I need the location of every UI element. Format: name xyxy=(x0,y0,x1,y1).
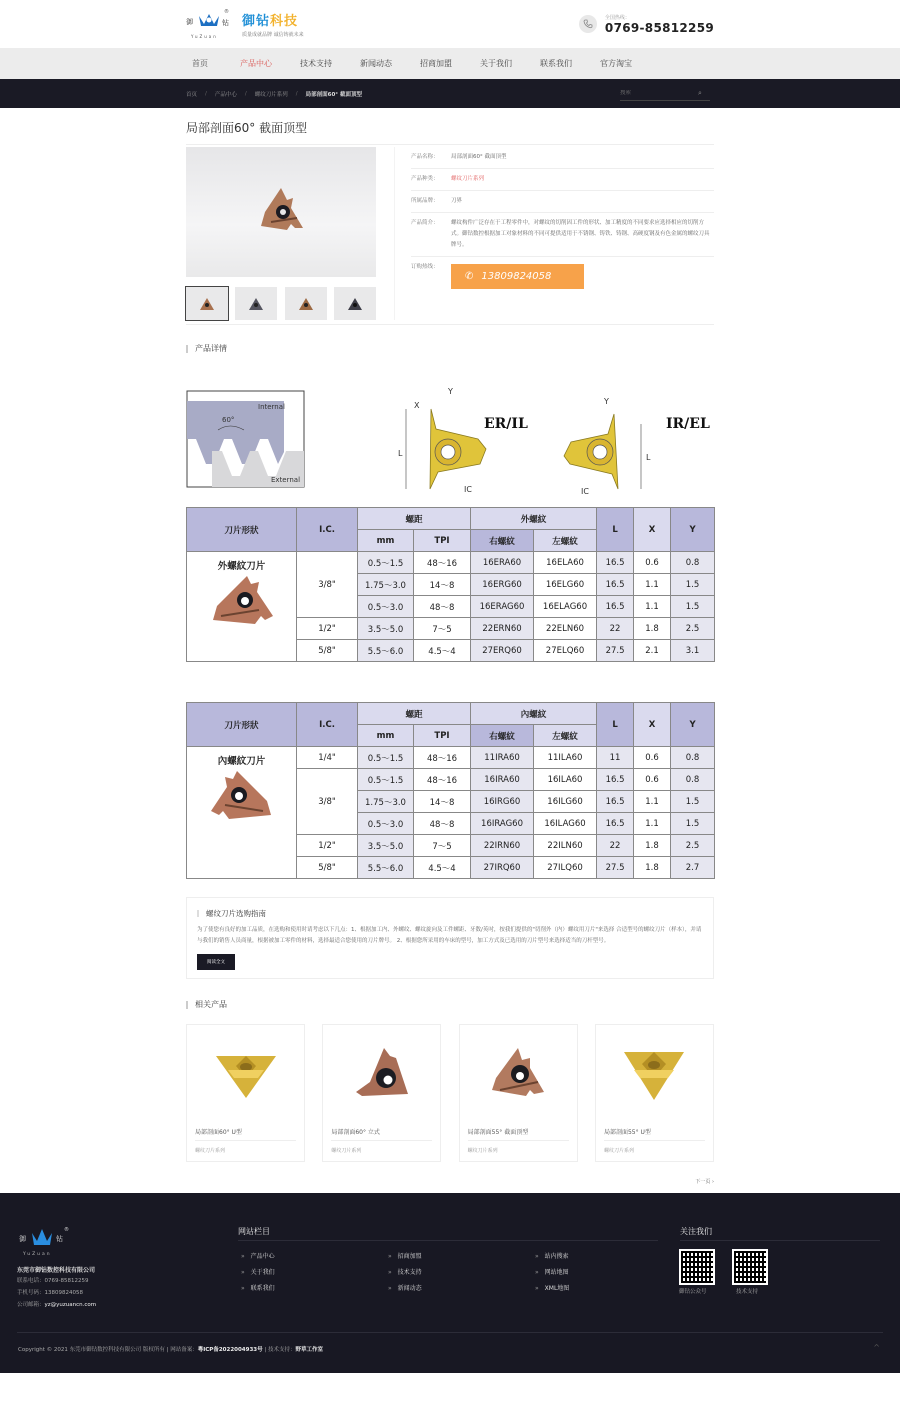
double-chevron-icon: » xyxy=(241,1269,245,1276)
svg-text:®: ® xyxy=(64,1227,69,1233)
hotline-label: 全国热线： xyxy=(604,14,630,21)
hotline-number: 0769-85812259 xyxy=(604,20,714,35)
cell-l: 27.5 xyxy=(597,857,634,879)
cell-mm: 0.5～1.5 xyxy=(358,552,414,574)
cell-l: 27.5 xyxy=(597,640,634,662)
ic-cell: 5/8" xyxy=(297,857,358,879)
product-gallery xyxy=(186,147,376,320)
section-marker xyxy=(186,345,188,353)
footer-link[interactable] xyxy=(535,1267,569,1276)
cell-tpi: 4.5～4 xyxy=(414,857,471,879)
table-row xyxy=(187,747,715,769)
header-ic: I.C. xyxy=(297,508,358,552)
related-product-name[interactable]: 局部剖面60° U型 xyxy=(195,1127,296,1141)
cell-x: 1.1 xyxy=(634,596,671,618)
cell-x: 0.6 xyxy=(634,552,671,574)
nav-item-tech-support[interactable]: 技术支持 xyxy=(300,59,332,68)
hotline xyxy=(579,14,714,35)
cell-tpi: 7～5 xyxy=(414,835,471,857)
cell-y: 3.1 xyxy=(671,640,715,662)
double-chevron-icon: » xyxy=(388,1285,392,1292)
thumbnail[interactable] xyxy=(334,287,376,320)
cell-l: 11 xyxy=(597,747,634,769)
breadcrumb-separator: / xyxy=(295,90,298,97)
svg-text:Y: Y xyxy=(604,397,609,406)
icp-link[interactable]: 粤ICP备2022004933号 xyxy=(197,1347,263,1353)
cell-x: 1.1 xyxy=(634,791,671,813)
cell-right: 27IRQ60 xyxy=(471,857,534,879)
cell-x: 1.8 xyxy=(634,835,671,857)
gold-insert-icon xyxy=(214,1048,278,1100)
product-thumbnail[interactable] xyxy=(195,1033,296,1115)
order-phone-button[interactable] xyxy=(451,264,584,289)
header-pitch: 螺距 xyxy=(358,703,471,725)
field-product-brand xyxy=(411,191,714,213)
main-content xyxy=(186,119,714,1185)
footer-label: 联系电话： xyxy=(17,1278,45,1284)
nav-item-taobao[interactable]: 官方淘宝 xyxy=(600,59,632,68)
cell-left: 16ELAG60 xyxy=(534,596,597,618)
svg-text:钻: 钻 xyxy=(56,1235,63,1243)
svg-text:IC: IC xyxy=(464,485,472,494)
related-product-category: 螺纹刀片系列 xyxy=(195,1148,226,1154)
cell-tpi: 7～5 xyxy=(414,618,471,640)
header-left: 左螺紋 xyxy=(534,725,597,747)
header-right: 右螺紋 xyxy=(471,725,534,747)
cell-y: 0.8 xyxy=(671,769,715,791)
cell-x: 2.1 xyxy=(634,640,671,662)
internal-thread-spec-table xyxy=(186,702,715,879)
footer-logo xyxy=(18,1223,73,1263)
svg-text:Internal: Internal xyxy=(258,403,285,411)
svg-text:X: X xyxy=(414,401,420,410)
cell-l: 22 xyxy=(597,835,634,857)
cell-tpi: 48～16 xyxy=(414,769,471,791)
field-label: 产品种类： xyxy=(411,176,439,182)
footer-link-label: 招商加盟 xyxy=(397,1253,422,1260)
header-right: 右螺紋 xyxy=(471,530,534,552)
footer-email xyxy=(17,1300,96,1308)
footer-company-name: 东莞市御钻数控科技有限公司 xyxy=(17,1267,96,1274)
cell-mm: 3.5～5.0 xyxy=(358,835,414,857)
cell-l: 16.5 xyxy=(597,596,634,618)
copyright-text: | 技术支持： xyxy=(262,1347,296,1353)
footer-columns-title: 网站栏目 xyxy=(238,1227,270,1236)
svg-text:External: External xyxy=(271,476,301,484)
field-product-category xyxy=(411,169,714,191)
cell-left: 27ELQ60 xyxy=(534,640,597,662)
footer-link[interactable] xyxy=(388,1283,422,1292)
footer-phone xyxy=(17,1276,89,1284)
brand-part2: 科技 xyxy=(270,14,299,29)
section-title-text: 产品详情 xyxy=(195,344,227,353)
cell-right: 11IRA60 xyxy=(471,747,534,769)
cell-tpi: 48～8 xyxy=(414,813,471,835)
footer-value: 0769-85812259 xyxy=(44,1278,89,1284)
nav-item-contact[interactable]: 联系我们 xyxy=(540,59,572,68)
header-y: Y xyxy=(671,508,715,552)
search-box xyxy=(620,87,710,101)
read-more-button[interactable]: 阅读全文 xyxy=(197,954,235,970)
header-x: X xyxy=(634,508,671,552)
footer-label: 手机号码： xyxy=(17,1290,45,1296)
cell-y: 1.5 xyxy=(671,596,715,618)
header-tpi: TPI xyxy=(414,530,471,552)
guide-text: 为了使您有良好的加工品质，在选购和使用时请考虑以下几点：1、根据加工内、外螺纹、螺纹旋向及工件螺距、牙数/英吋，按我们提供的"切削外（内）螺纹用刀片"来选择 合适型号的螺纹刀片（样本），并请与我们的销售人员商量，根据被加工零件的材料，选择最适合您使用的刀片牌号。 2、根据您所采用的车床的型号，加工方式及已选用的刀片型号来选择适当的刀杆型号。 xyxy=(197,927,702,944)
header-l: L xyxy=(597,508,634,552)
cell-l: 22 xyxy=(597,618,634,640)
search-input[interactable] xyxy=(620,90,698,96)
header-tpi: TPI xyxy=(414,725,471,747)
section-title-details xyxy=(186,343,714,354)
cell-left: 11ILA60 xyxy=(534,747,597,769)
logo[interactable] xyxy=(186,4,234,44)
cell-mm: 0.5～1.5 xyxy=(358,769,414,791)
ic-cell: 5/8" xyxy=(297,640,358,662)
qr-code-icon xyxy=(681,1251,713,1283)
breadcrumb-products[interactable]: 产品中心 xyxy=(214,91,237,98)
qr-label: 御钻公众号 xyxy=(679,1289,707,1295)
crown-logo-icon xyxy=(18,1223,73,1263)
top-header xyxy=(0,0,900,48)
footer-link[interactable] xyxy=(241,1283,275,1292)
product-title: 局部剖面60° 截面顶型 xyxy=(186,119,714,145)
field-value: 螺纹构件广泛存在于工程零件中，对螺纹的切削因工件的形状、加工精度的不同要求应选择相应的切削方式。御钻数控根据加工对象材料的不同可提供适用于不锈钢、铸铁、铸钢、高硬度钢及有色金属的螺纹刀具牌号。 xyxy=(451,220,710,248)
thread-profile-diagram-icon xyxy=(186,364,714,494)
cell-right: 22ERN60 xyxy=(471,618,534,640)
product-thumbnail[interactable] xyxy=(331,1033,432,1115)
field-order-hotline xyxy=(411,257,714,294)
double-chevron-icon: » xyxy=(241,1285,245,1292)
logo-char: 御 xyxy=(186,18,193,26)
field-value: 刀界 xyxy=(451,198,463,204)
order-phone-number: 13809824058 xyxy=(481,271,552,282)
header-x: X xyxy=(634,703,671,747)
buying-guide xyxy=(186,897,714,979)
footer-link[interactable] xyxy=(388,1251,422,1260)
breadcrumb-bar xyxy=(0,79,900,108)
footer-link-label: 技术支持 xyxy=(397,1269,422,1276)
nav-item-products[interactable]: 产品中心 xyxy=(240,59,272,68)
svg-text:IC: IC xyxy=(581,487,589,494)
nav-item-about[interactable]: 关于我们 xyxy=(480,59,512,68)
product-thumbnail[interactable] xyxy=(468,1033,569,1115)
guide-title-text: 螺纹刀片选购指南 xyxy=(206,909,266,918)
footer-link[interactable] xyxy=(535,1251,569,1260)
footer-link-label: 产品中心 xyxy=(250,1253,275,1260)
double-chevron-icon: » xyxy=(241,1253,245,1260)
external-insert-image-icon xyxy=(207,572,277,634)
cell-y: 2.7 xyxy=(671,857,715,879)
breadcrumb-current: 局部剖面60° 截面顶型 xyxy=(305,91,362,98)
cell-tpi: 14～8 xyxy=(414,791,471,813)
shape-cell xyxy=(187,552,297,662)
cell-tpi: 48～8 xyxy=(414,596,471,618)
footer-divider xyxy=(17,1332,883,1333)
thread-diagram xyxy=(186,364,714,494)
header-ic: I.C. xyxy=(297,703,358,747)
header-pitch: 螺距 xyxy=(358,508,471,530)
product-info xyxy=(394,147,714,320)
cell-right: 16ERAG60 xyxy=(471,596,534,618)
related-product-name[interactable]: 局部剖面55° 截面顶型 xyxy=(468,1127,569,1141)
section-marker xyxy=(186,1001,188,1009)
field-product-intro xyxy=(411,213,714,257)
footer-divider xyxy=(680,1240,880,1241)
cell-y: 0.8 xyxy=(671,552,715,574)
related-product-category: 螺纹刀片系列 xyxy=(331,1148,362,1154)
footer-link-label: XML地图 xyxy=(544,1285,570,1292)
breadcrumb-category[interactable]: 螺纹刀片系列 xyxy=(254,91,288,98)
field-value: 局部剖面60° 截面顶型 xyxy=(451,154,507,160)
qr-label: 技术支持 xyxy=(736,1289,759,1295)
breadcrumb-separator: / xyxy=(244,90,247,97)
phone-icon xyxy=(579,15,597,33)
cell-l: 16.5 xyxy=(597,769,634,791)
search-icon[interactable]: ⌕ xyxy=(698,88,702,97)
phone-icon: ✆ xyxy=(465,271,474,282)
footer-value: 13809824058 xyxy=(44,1290,84,1296)
breadcrumb-home[interactable]: 首页 xyxy=(186,91,198,98)
brand-part1: 御钻 xyxy=(242,14,271,29)
qr-code-wechat xyxy=(679,1249,715,1285)
footer-link[interactable] xyxy=(241,1267,275,1276)
header-mm: mm xyxy=(358,530,414,552)
footer-divider xyxy=(238,1240,658,1241)
back-to-top-icon[interactable]: ^ xyxy=(873,1343,880,1352)
ic-cell: 1/2" xyxy=(297,835,358,857)
footer-link-label: 联系我们 xyxy=(250,1285,275,1292)
related-product-card[interactable] xyxy=(322,1024,441,1162)
cell-l: 16.5 xyxy=(597,791,634,813)
section-marker xyxy=(197,910,199,917)
related-product-card[interactable] xyxy=(459,1024,578,1162)
double-chevron-icon: » xyxy=(388,1269,392,1276)
nav-item-franchise[interactable]: 招商加盟 xyxy=(420,59,452,68)
product-overview xyxy=(186,147,714,325)
cell-y: 2.5 xyxy=(671,835,715,857)
cell-x: 1.8 xyxy=(634,618,671,640)
footer-link-label: 网站地图 xyxy=(544,1269,569,1276)
footer xyxy=(0,1193,900,1373)
header-shape: 刀片形狀 xyxy=(187,703,297,747)
related-product-category: 螺纹刀片系列 xyxy=(467,1148,498,1154)
cell-y: 1.5 xyxy=(671,574,715,596)
svg-text:IR/EL: IR/EL xyxy=(666,416,710,432)
external-thread-spec-table xyxy=(186,507,715,662)
cell-mm: 0.5～3.0 xyxy=(358,813,414,835)
thumbnail-strip xyxy=(186,287,376,320)
field-product-name xyxy=(411,147,714,169)
related-product-card[interactable] xyxy=(595,1024,714,1162)
double-chevron-icon: » xyxy=(535,1269,539,1276)
support-link[interactable]: 野草工作室 xyxy=(295,1347,323,1353)
cell-y: 0.8 xyxy=(671,747,715,769)
footer-link[interactable] xyxy=(388,1267,422,1276)
cell-left: 16ELA60 xyxy=(534,552,597,574)
cell-mm: 5.5～6.0 xyxy=(358,640,414,662)
cell-tpi: 48～16 xyxy=(414,747,471,769)
shape-cell xyxy=(187,747,297,879)
cell-right: 16IRA60 xyxy=(471,769,534,791)
related-product-name[interactable]: 局部剖面55° U型 xyxy=(604,1127,705,1141)
insert-image-icon xyxy=(251,182,311,242)
svg-text:御: 御 xyxy=(19,1235,26,1243)
cell-left: 22ELN60 xyxy=(534,618,597,640)
svg-text:ER/IL: ER/IL xyxy=(484,416,528,432)
footer-link-label: 站内搜索 xyxy=(544,1253,569,1260)
related-product-card[interactable] xyxy=(186,1024,305,1162)
cell-x: 1.1 xyxy=(634,574,671,596)
cell-l: 16.5 xyxy=(597,574,634,596)
cell-left: 16ILA60 xyxy=(534,769,597,791)
ic-cell: 1/2" xyxy=(297,618,358,640)
header-mm: mm xyxy=(358,725,414,747)
internal-insert-image-icon xyxy=(207,767,277,829)
field-label: 产品简介： xyxy=(411,220,439,226)
cell-mm: 1.75～3.0 xyxy=(358,574,414,596)
copyright-text: Copyright © 2021 东莞市御钻数控科技有限公司 版权所有 | 网站备案： xyxy=(18,1347,198,1353)
cell-mm: 0.5～3.0 xyxy=(358,596,414,618)
footer-link-label: 关于我们 xyxy=(250,1269,275,1276)
next-page-link[interactable]: 下一页 › xyxy=(695,1179,714,1185)
footer-mobile xyxy=(17,1288,83,1296)
cell-left: 16ILG60 xyxy=(534,791,597,813)
field-label: 订购热线： xyxy=(411,264,439,270)
field-label: 所属品牌： xyxy=(411,198,439,204)
shape-label: 外螺紋刀片 xyxy=(217,561,266,572)
footer-link[interactable] xyxy=(535,1283,569,1292)
related-product-name[interactable]: 局部剖面60° 立式 xyxy=(331,1127,432,1141)
header-l: L xyxy=(597,703,634,747)
cell-mm: 0.5～1.5 xyxy=(358,747,414,769)
nav-item-home[interactable]: 首页 xyxy=(192,59,208,68)
cell-right: 27ERQ60 xyxy=(471,640,534,662)
logo-char: 钻 xyxy=(222,19,229,27)
footer-link[interactable] xyxy=(241,1251,275,1260)
nav-item-news[interactable]: 新闻动态 xyxy=(360,59,392,68)
brand-name xyxy=(242,10,304,29)
cell-mm: 3.5～5.0 xyxy=(358,618,414,640)
shape-label: 內螺紋刀片 xyxy=(217,756,266,767)
svg-text:60°: 60° xyxy=(222,416,235,424)
double-chevron-icon: » xyxy=(535,1285,539,1292)
footer-label: 公司邮箱： xyxy=(17,1302,45,1308)
cell-x: 1.1 xyxy=(634,813,671,835)
breadcrumb-separator: / xyxy=(205,90,207,97)
cell-tpi: 4.5～4 xyxy=(414,640,471,662)
cell-right: 16IRG60 xyxy=(471,791,534,813)
logo-latin: YuZuan xyxy=(191,34,218,39)
cell-l: 16.5 xyxy=(597,813,634,835)
cell-y: 1.5 xyxy=(671,813,715,835)
guide-title xyxy=(197,908,703,919)
ic-cell: 3/8" xyxy=(297,552,358,618)
qr-code-icon xyxy=(734,1251,766,1283)
svg-text:L: L xyxy=(646,453,651,462)
thumbnail[interactable] xyxy=(285,287,327,320)
field-label: 产品名称： xyxy=(411,154,439,160)
brand xyxy=(242,10,304,38)
registered-mark: ® xyxy=(224,9,229,15)
section-title-related xyxy=(186,999,714,1010)
cell-tpi: 48～16 xyxy=(414,552,471,574)
copper-insert-icon xyxy=(486,1046,550,1102)
double-chevron-icon: » xyxy=(388,1253,392,1260)
footer-follow-title: 关注我们 xyxy=(680,1227,712,1236)
header-shape: 刀片形狀 xyxy=(187,508,297,552)
footer-email-link[interactable]: yz@yuzuancn.com xyxy=(44,1302,97,1308)
ic-cell: 1/4" xyxy=(297,747,358,769)
related-product-category: 螺纹刀片系列 xyxy=(603,1148,634,1154)
product-main-image[interactable] xyxy=(186,147,376,277)
header-thread: 外螺紋 xyxy=(471,508,597,530)
thumbnail[interactable] xyxy=(235,287,277,320)
main-nav xyxy=(0,48,900,79)
cell-right: 16IRAG60 xyxy=(471,813,534,835)
cell-left: 22ILN60 xyxy=(534,835,597,857)
footer-link-label: 新闻动态 xyxy=(397,1285,422,1292)
cell-x: 1.8 xyxy=(634,857,671,879)
table-row xyxy=(187,552,715,574)
cell-x: 0.6 xyxy=(634,769,671,791)
crown-logo-icon xyxy=(198,10,220,28)
cell-right: 16ERG60 xyxy=(471,574,534,596)
header-left: 左螺紋 xyxy=(534,530,597,552)
thumbnail[interactable] xyxy=(186,287,228,320)
double-chevron-icon: » xyxy=(535,1253,539,1260)
copper-insert-icon xyxy=(350,1046,414,1102)
cell-left: 16ILAG60 xyxy=(534,813,597,835)
header-thread: 內螺紋 xyxy=(471,703,597,725)
header-y: Y xyxy=(671,703,715,747)
cell-mm: 1.75～3.0 xyxy=(358,791,414,813)
svg-text:L: L xyxy=(398,449,403,458)
category-link[interactable]: 螺纹刀片系列 xyxy=(451,176,485,182)
gold-insert-icon xyxy=(622,1046,686,1102)
brand-slogan: 质量成就品牌 诚信铸就未来 xyxy=(242,32,304,38)
cell-l: 16.5 xyxy=(597,552,634,574)
cell-x: 0.6 xyxy=(634,747,671,769)
ic-cell: 3/8" xyxy=(297,769,358,835)
cell-right: 16ERA60 xyxy=(471,552,534,574)
cell-y: 1.5 xyxy=(671,791,715,813)
cell-left: 27ILQ60 xyxy=(534,857,597,879)
section-title-text: 相关产品 xyxy=(195,1000,227,1009)
cell-y: 2.5 xyxy=(671,618,715,640)
svg-text:Y: Y xyxy=(448,387,453,396)
cell-right: 22IRN60 xyxy=(471,835,534,857)
cell-left: 16ELG60 xyxy=(534,574,597,596)
qr-code-support xyxy=(732,1249,768,1285)
svg-text:YuZuan: YuZuan xyxy=(23,1252,52,1257)
cell-tpi: 14～8 xyxy=(414,574,471,596)
related-products xyxy=(186,1024,714,1162)
cell-mm: 5.5～6.0 xyxy=(358,857,414,879)
product-thumbnail[interactable] xyxy=(604,1033,705,1115)
copyright xyxy=(18,1345,323,1353)
